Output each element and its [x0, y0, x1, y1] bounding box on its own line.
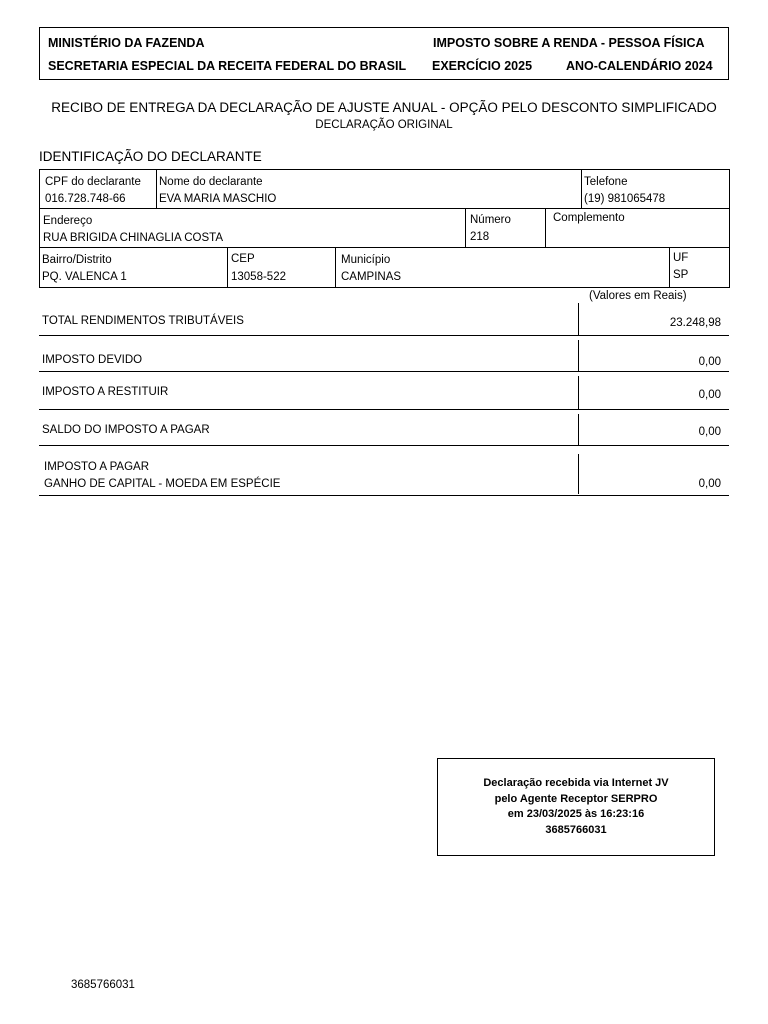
address-label: Endereço — [43, 215, 93, 227]
uf-label: UF — [673, 252, 689, 264]
identification-table — [39, 169, 730, 288]
document-header — [39, 27, 729, 80]
city-value: CAMPINAS — [341, 271, 402, 283]
value-row-amount: 23.248,98 — [669, 317, 721, 329]
name-label: Nome do declarante — [159, 176, 263, 188]
cpf-value: 016.728.748-66 — [45, 193, 126, 205]
ministry-name: MINISTÉRIO DA FAZENDA — [48, 36, 205, 50]
address-value: RUA BRIGIDA CHINAGLIA COSTA — [43, 232, 223, 244]
value-row-label: IMPOSTO A PAGAR — [44, 461, 150, 473]
receipt-line-3: em 23/03/2025 às 16:23:16 — [507, 808, 645, 820]
tax-title: IMPOSTO SOBRE A RENDA - PESSOA FÍSICA — [433, 36, 705, 50]
receipt-stamp — [437, 758, 715, 856]
complement-label: Complemento — [553, 212, 625, 224]
currency-note: (Valores em Reais) — [589, 290, 687, 302]
receipt-line-2: pelo Agente Receptor SERPRO — [494, 792, 658, 805]
value-row-amount: 0,00 — [698, 478, 721, 490]
value-row-label: IMPOSTO A RESTITUIR — [42, 386, 169, 398]
document-title: RECIBO DE ENTREGA DA DECLARAÇÃO DE AJUSTE ANUAL - OPÇÃO PELO DESCONTO SIMPLIFICADO — [51, 100, 717, 115]
cep-value: 13058-522 — [231, 271, 286, 283]
phone-label: Telefone — [584, 176, 628, 188]
district-label: Bairro/Distrito — [42, 254, 112, 266]
exercise-year: EXERCÍCIO 2025 — [432, 59, 533, 73]
value-row-label-secondary: GANHO DE CAPITAL - MOEDA EM ESPÉCIE — [44, 478, 281, 490]
document-subtitle: DECLARAÇÃO ORIGINAL — [315, 119, 453, 131]
name-value: EVA MARIA MASCHIO — [159, 193, 277, 205]
value-row-label: SALDO DO IMPOSTO A PAGAR — [42, 424, 210, 436]
district-value: PQ. VALENCA 1 — [42, 271, 127, 283]
city-label: Município — [341, 254, 391, 266]
value-row-amount: 0,00 — [698, 426, 721, 438]
phone-value: (19) 981065478 — [584, 193, 666, 205]
value-row-label: IMPOSTO DEVIDO — [42, 354, 143, 366]
identification-section-title: IDENTIFICAÇÃO DO DECLARANTE — [39, 149, 262, 164]
secretariat-name: SECRETARIA ESPECIAL DA RECEITA FEDERAL DO BRASIL — [48, 59, 407, 73]
receipt-line-1: Declaração recebida via Internet JV — [483, 777, 669, 789]
value-row-amount: 0,00 — [698, 356, 721, 368]
value-row-amount: 0,00 — [698, 389, 721, 401]
calendar-year: ANO-CALENDÁRIO 2024 — [566, 59, 713, 73]
value-row-label: TOTAL RENDIMENTOS TRIBUTÁVEIS — [42, 315, 244, 327]
receipt-line-4: 3685766031 — [545, 823, 607, 836]
number-value: 218 — [470, 231, 490, 243]
uf-value: SP — [673, 269, 689, 281]
number-label: Número — [470, 214, 511, 226]
cpf-label: CPF do declarante — [45, 176, 141, 188]
cep-label: CEP — [231, 253, 255, 265]
footer-code: 3685766031 — [71, 979, 135, 991]
